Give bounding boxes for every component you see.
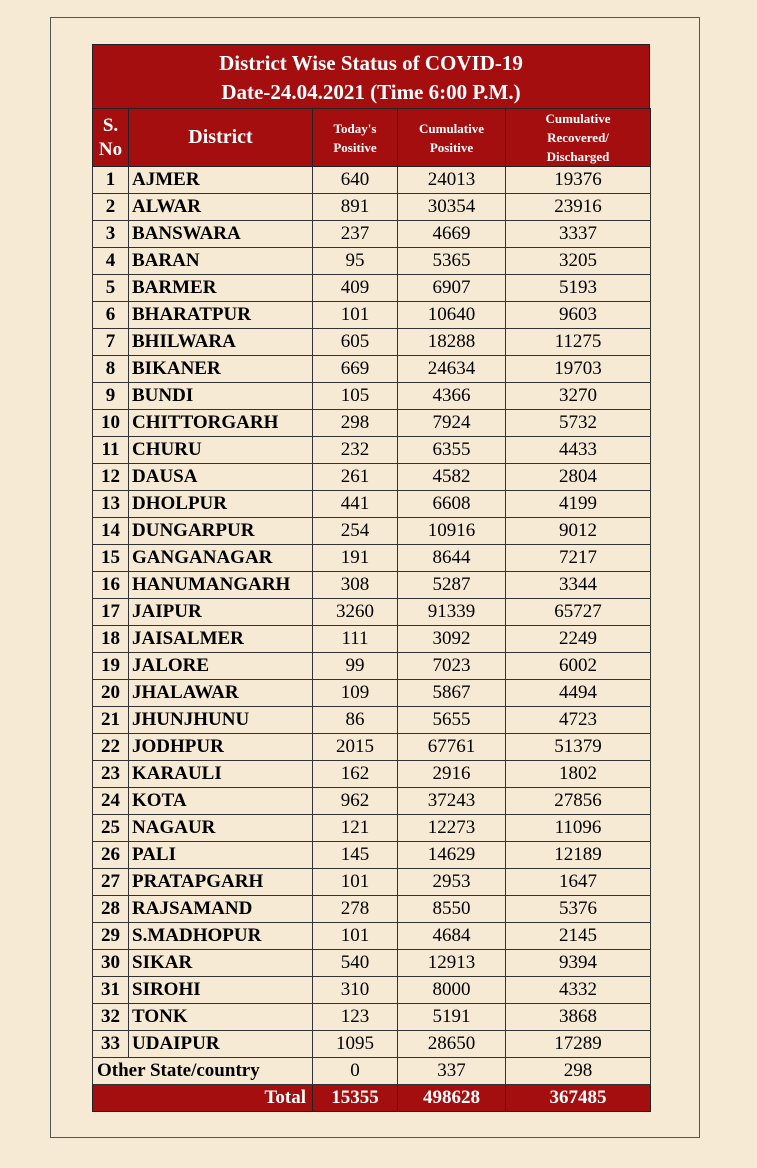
cell-cum-positive: 14629	[398, 842, 506, 869]
table-row	[93, 275, 651, 302]
cell-today: 95	[313, 248, 398, 275]
cell-district: JHUNJHUNU	[129, 707, 313, 734]
table-row	[93, 653, 651, 680]
cell-today: 109	[313, 680, 398, 707]
cell-today: 669	[313, 356, 398, 383]
title-line-2: Date-24.04.2021 (Time 6:00 P.M.)	[221, 80, 521, 104]
cell-cum-recovered: 4494	[506, 680, 651, 707]
cell-cum-recovered: 65727	[506, 599, 651, 626]
cell-cum-recovered: 3868	[506, 1004, 651, 1031]
header-todays-positive: Today's Positive	[313, 109, 398, 167]
cell-today: 101	[313, 869, 398, 896]
cell-sno: 2	[93, 194, 129, 221]
cell-sno: 30	[93, 950, 129, 977]
cell-district: KOTA	[129, 788, 313, 815]
cell-district: DAUSA	[129, 464, 313, 491]
header-cumulative-recovered: Cumulative Recovered/ Discharged	[506, 109, 651, 167]
cell-cum-positive: 8550	[398, 896, 506, 923]
cell-cum-positive: 8644	[398, 545, 506, 572]
cell-cum-positive: 2953	[398, 869, 506, 896]
cell-sno: 15	[93, 545, 129, 572]
cell-sno: 5	[93, 275, 129, 302]
cell-cum-positive: 4684	[398, 923, 506, 950]
cell-sno: 32	[93, 1004, 129, 1031]
cell-district: JHALAWAR	[129, 680, 313, 707]
table-row	[93, 815, 651, 842]
table-row	[93, 383, 651, 410]
cell-today: 101	[313, 923, 398, 950]
cell-sno: 19	[93, 653, 129, 680]
table-row	[93, 410, 651, 437]
table-row	[93, 221, 651, 248]
table-row	[93, 1031, 651, 1058]
cell-district: BANSWARA	[129, 221, 313, 248]
cell-district: AJMER	[129, 167, 313, 194]
cell-sno: 29	[93, 923, 129, 950]
cell-cum-recovered: 3270	[506, 383, 651, 410]
table-row	[93, 950, 651, 977]
table-body	[93, 167, 651, 1058]
cell-sno: 22	[93, 734, 129, 761]
cell-sno: 13	[93, 491, 129, 518]
cell-today: 121	[313, 815, 398, 842]
cell-sno: 8	[93, 356, 129, 383]
cell-cum-positive: 5191	[398, 1004, 506, 1031]
cell-cum-recovered: 11096	[506, 815, 651, 842]
cell-today: 162	[313, 761, 398, 788]
cell-cum-recovered: 4723	[506, 707, 651, 734]
total-cum-recovered: 367485	[506, 1085, 651, 1112]
cell-cum-positive: 6907	[398, 275, 506, 302]
table-row	[93, 356, 651, 383]
cell-sno: 1	[93, 167, 129, 194]
cell-cum-positive: 12273	[398, 815, 506, 842]
other-cum-recovered: 298	[506, 1058, 651, 1085]
cell-today: 232	[313, 437, 398, 464]
cell-today: 3260	[313, 599, 398, 626]
cell-cum-positive: 5287	[398, 572, 506, 599]
cell-cum-recovered: 12189	[506, 842, 651, 869]
table-row	[93, 626, 651, 653]
table-row	[93, 788, 651, 815]
header-sno: S. No	[93, 109, 129, 167]
cell-cum-positive: 5365	[398, 248, 506, 275]
cell-today: 278	[313, 896, 398, 923]
cell-district: RAJSAMAND	[129, 896, 313, 923]
cell-cum-recovered: 5376	[506, 896, 651, 923]
cell-cum-recovered: 6002	[506, 653, 651, 680]
header-district: District	[129, 109, 313, 167]
cell-cum-recovered: 3337	[506, 221, 651, 248]
table-row	[93, 545, 651, 572]
cell-sno: 31	[93, 977, 129, 1004]
table-row	[93, 572, 651, 599]
cell-district: JODHPUR	[129, 734, 313, 761]
other-cum-positive: 337	[398, 1058, 506, 1085]
cell-today: 261	[313, 464, 398, 491]
covid-status-sheet	[92, 44, 650, 1112]
cell-district: CHITTORGARH	[129, 410, 313, 437]
cell-cum-positive: 7924	[398, 410, 506, 437]
total-today: 15355	[313, 1085, 398, 1112]
cell-sno: 12	[93, 464, 129, 491]
cell-cum-positive: 4366	[398, 383, 506, 410]
table-row	[93, 167, 651, 194]
cell-sno: 3	[93, 221, 129, 248]
cell-today: 298	[313, 410, 398, 437]
table-row	[93, 599, 651, 626]
cell-cum-recovered: 4433	[506, 437, 651, 464]
cell-cum-positive: 5655	[398, 707, 506, 734]
cell-cum-recovered: 9603	[506, 302, 651, 329]
cell-today: 254	[313, 518, 398, 545]
cell-today: 308	[313, 572, 398, 599]
cell-today: 891	[313, 194, 398, 221]
cell-cum-positive: 18288	[398, 329, 506, 356]
cell-today: 101	[313, 302, 398, 329]
cell-cum-positive: 30354	[398, 194, 506, 221]
cell-district: HANUMANGARH	[129, 572, 313, 599]
cell-sno: 20	[93, 680, 129, 707]
cell-cum-positive: 10640	[398, 302, 506, 329]
cell-district: GANGANAGAR	[129, 545, 313, 572]
cell-district: BIKANER	[129, 356, 313, 383]
cell-cum-recovered: 2804	[506, 464, 651, 491]
cell-today: 105	[313, 383, 398, 410]
header-cumulative-positive: Cumulative Positive	[398, 109, 506, 167]
cell-district: ALWAR	[129, 194, 313, 221]
table-row	[93, 329, 651, 356]
cell-today: 441	[313, 491, 398, 518]
cell-district: NAGAUR	[129, 815, 313, 842]
cell-cum-recovered: 4199	[506, 491, 651, 518]
other-label: Other State/country	[93, 1058, 313, 1085]
cell-district: PRATAPGARH	[129, 869, 313, 896]
cell-cum-positive: 10916	[398, 518, 506, 545]
cell-cum-recovered: 3205	[506, 248, 651, 275]
cell-district: BUNDI	[129, 383, 313, 410]
cell-cum-positive: 28650	[398, 1031, 506, 1058]
cell-sno: 23	[93, 761, 129, 788]
cell-sno: 9	[93, 383, 129, 410]
cell-district: KARAULI	[129, 761, 313, 788]
report-title	[92, 44, 650, 108]
total-cum-positive: 498628	[398, 1085, 506, 1112]
cell-cum-recovered: 4332	[506, 977, 651, 1004]
cell-district: SIROHI	[129, 977, 313, 1004]
table-row	[93, 248, 651, 275]
cell-cum-positive: 67761	[398, 734, 506, 761]
cell-sno: 18	[93, 626, 129, 653]
cell-district: UDAIPUR	[129, 1031, 313, 1058]
cell-district: JAIPUR	[129, 599, 313, 626]
cell-sno: 28	[93, 896, 129, 923]
cell-cum-recovered: 9012	[506, 518, 651, 545]
table-row	[93, 194, 651, 221]
cell-cum-positive: 6355	[398, 437, 506, 464]
cell-today: 86	[313, 707, 398, 734]
cell-sno: 14	[93, 518, 129, 545]
table-row	[93, 977, 651, 1004]
cell-sno: 4	[93, 248, 129, 275]
cell-sno: 21	[93, 707, 129, 734]
table-row	[93, 464, 651, 491]
cell-cum-positive: 5867	[398, 680, 506, 707]
table-row	[93, 761, 651, 788]
other-state-row	[93, 1058, 651, 1085]
cell-today: 1095	[313, 1031, 398, 1058]
other-today: 0	[313, 1058, 398, 1085]
table-row	[93, 869, 651, 896]
table-row	[93, 437, 651, 464]
cell-district: BHARATPUR	[129, 302, 313, 329]
cell-district: DUNGARPUR	[129, 518, 313, 545]
cell-cum-recovered: 2249	[506, 626, 651, 653]
cell-today: 99	[313, 653, 398, 680]
table-row	[93, 734, 651, 761]
cell-today: 111	[313, 626, 398, 653]
cell-district: JALORE	[129, 653, 313, 680]
cell-today: 2015	[313, 734, 398, 761]
cell-district: DHOLPUR	[129, 491, 313, 518]
cell-cum-recovered: 27856	[506, 788, 651, 815]
cell-cum-positive: 24634	[398, 356, 506, 383]
cell-sno: 7	[93, 329, 129, 356]
cell-sno: 24	[93, 788, 129, 815]
cell-cum-recovered: 11275	[506, 329, 651, 356]
cell-cum-recovered: 17289	[506, 1031, 651, 1058]
cell-today: 237	[313, 221, 398, 248]
cell-cum-recovered: 1647	[506, 869, 651, 896]
table-row	[93, 842, 651, 869]
cell-cum-recovered: 3344	[506, 572, 651, 599]
cell-sno: 6	[93, 302, 129, 329]
cell-today: 605	[313, 329, 398, 356]
cell-cum-positive: 37243	[398, 788, 506, 815]
cell-district: BARAN	[129, 248, 313, 275]
cell-cum-positive: 6608	[398, 491, 506, 518]
table-row	[93, 518, 651, 545]
table-row	[93, 896, 651, 923]
cell-cum-positive: 4669	[398, 221, 506, 248]
cell-district: TONK	[129, 1004, 313, 1031]
cell-cum-recovered: 19703	[506, 356, 651, 383]
cell-cum-recovered: 5732	[506, 410, 651, 437]
title-line-1: District Wise Status of COVID-19	[219, 51, 523, 75]
table-row	[93, 302, 651, 329]
cell-district: SIKAR	[129, 950, 313, 977]
cell-sno: 26	[93, 842, 129, 869]
cell-cum-recovered: 23916	[506, 194, 651, 221]
cell-cum-positive: 12913	[398, 950, 506, 977]
cell-cum-positive: 4582	[398, 464, 506, 491]
cell-cum-recovered: 7217	[506, 545, 651, 572]
cell-today: 640	[313, 167, 398, 194]
cell-sno: 17	[93, 599, 129, 626]
cell-cum-recovered: 5193	[506, 275, 651, 302]
table-row	[93, 491, 651, 518]
cell-today: 540	[313, 950, 398, 977]
table-row	[93, 1004, 651, 1031]
cell-cum-positive: 3092	[398, 626, 506, 653]
cell-district: BHILWARA	[129, 329, 313, 356]
cell-district: CHURU	[129, 437, 313, 464]
cell-cum-positive: 24013	[398, 167, 506, 194]
cell-today: 191	[313, 545, 398, 572]
cell-cum-recovered: 9394	[506, 950, 651, 977]
cell-today: 962	[313, 788, 398, 815]
cell-sno: 33	[93, 1031, 129, 1058]
cell-cum-positive: 2916	[398, 761, 506, 788]
cell-district: PALI	[129, 842, 313, 869]
cell-district: BARMER	[129, 275, 313, 302]
cell-sno: 11	[93, 437, 129, 464]
total-label: Total	[93, 1085, 313, 1112]
header-row	[93, 109, 651, 167]
cell-today: 310	[313, 977, 398, 1004]
cell-cum-recovered: 2145	[506, 923, 651, 950]
cell-sno: 25	[93, 815, 129, 842]
cell-cum-recovered: 51379	[506, 734, 651, 761]
total-row	[93, 1085, 651, 1112]
cell-cum-recovered: 19376	[506, 167, 651, 194]
cell-district: JAISALMER	[129, 626, 313, 653]
cell-cum-positive: 8000	[398, 977, 506, 1004]
cell-today: 145	[313, 842, 398, 869]
cell-cum-positive: 7023	[398, 653, 506, 680]
cell-sno: 10	[93, 410, 129, 437]
cell-today: 123	[313, 1004, 398, 1031]
cell-cum-positive: 91339	[398, 599, 506, 626]
district-status-table	[92, 108, 651, 1112]
cell-sno: 16	[93, 572, 129, 599]
cell-today: 409	[313, 275, 398, 302]
table-row	[93, 923, 651, 950]
cell-sno: 27	[93, 869, 129, 896]
cell-district: S.MADHOPUR	[129, 923, 313, 950]
table-row	[93, 680, 651, 707]
table-row	[93, 707, 651, 734]
cell-cum-recovered: 1802	[506, 761, 651, 788]
